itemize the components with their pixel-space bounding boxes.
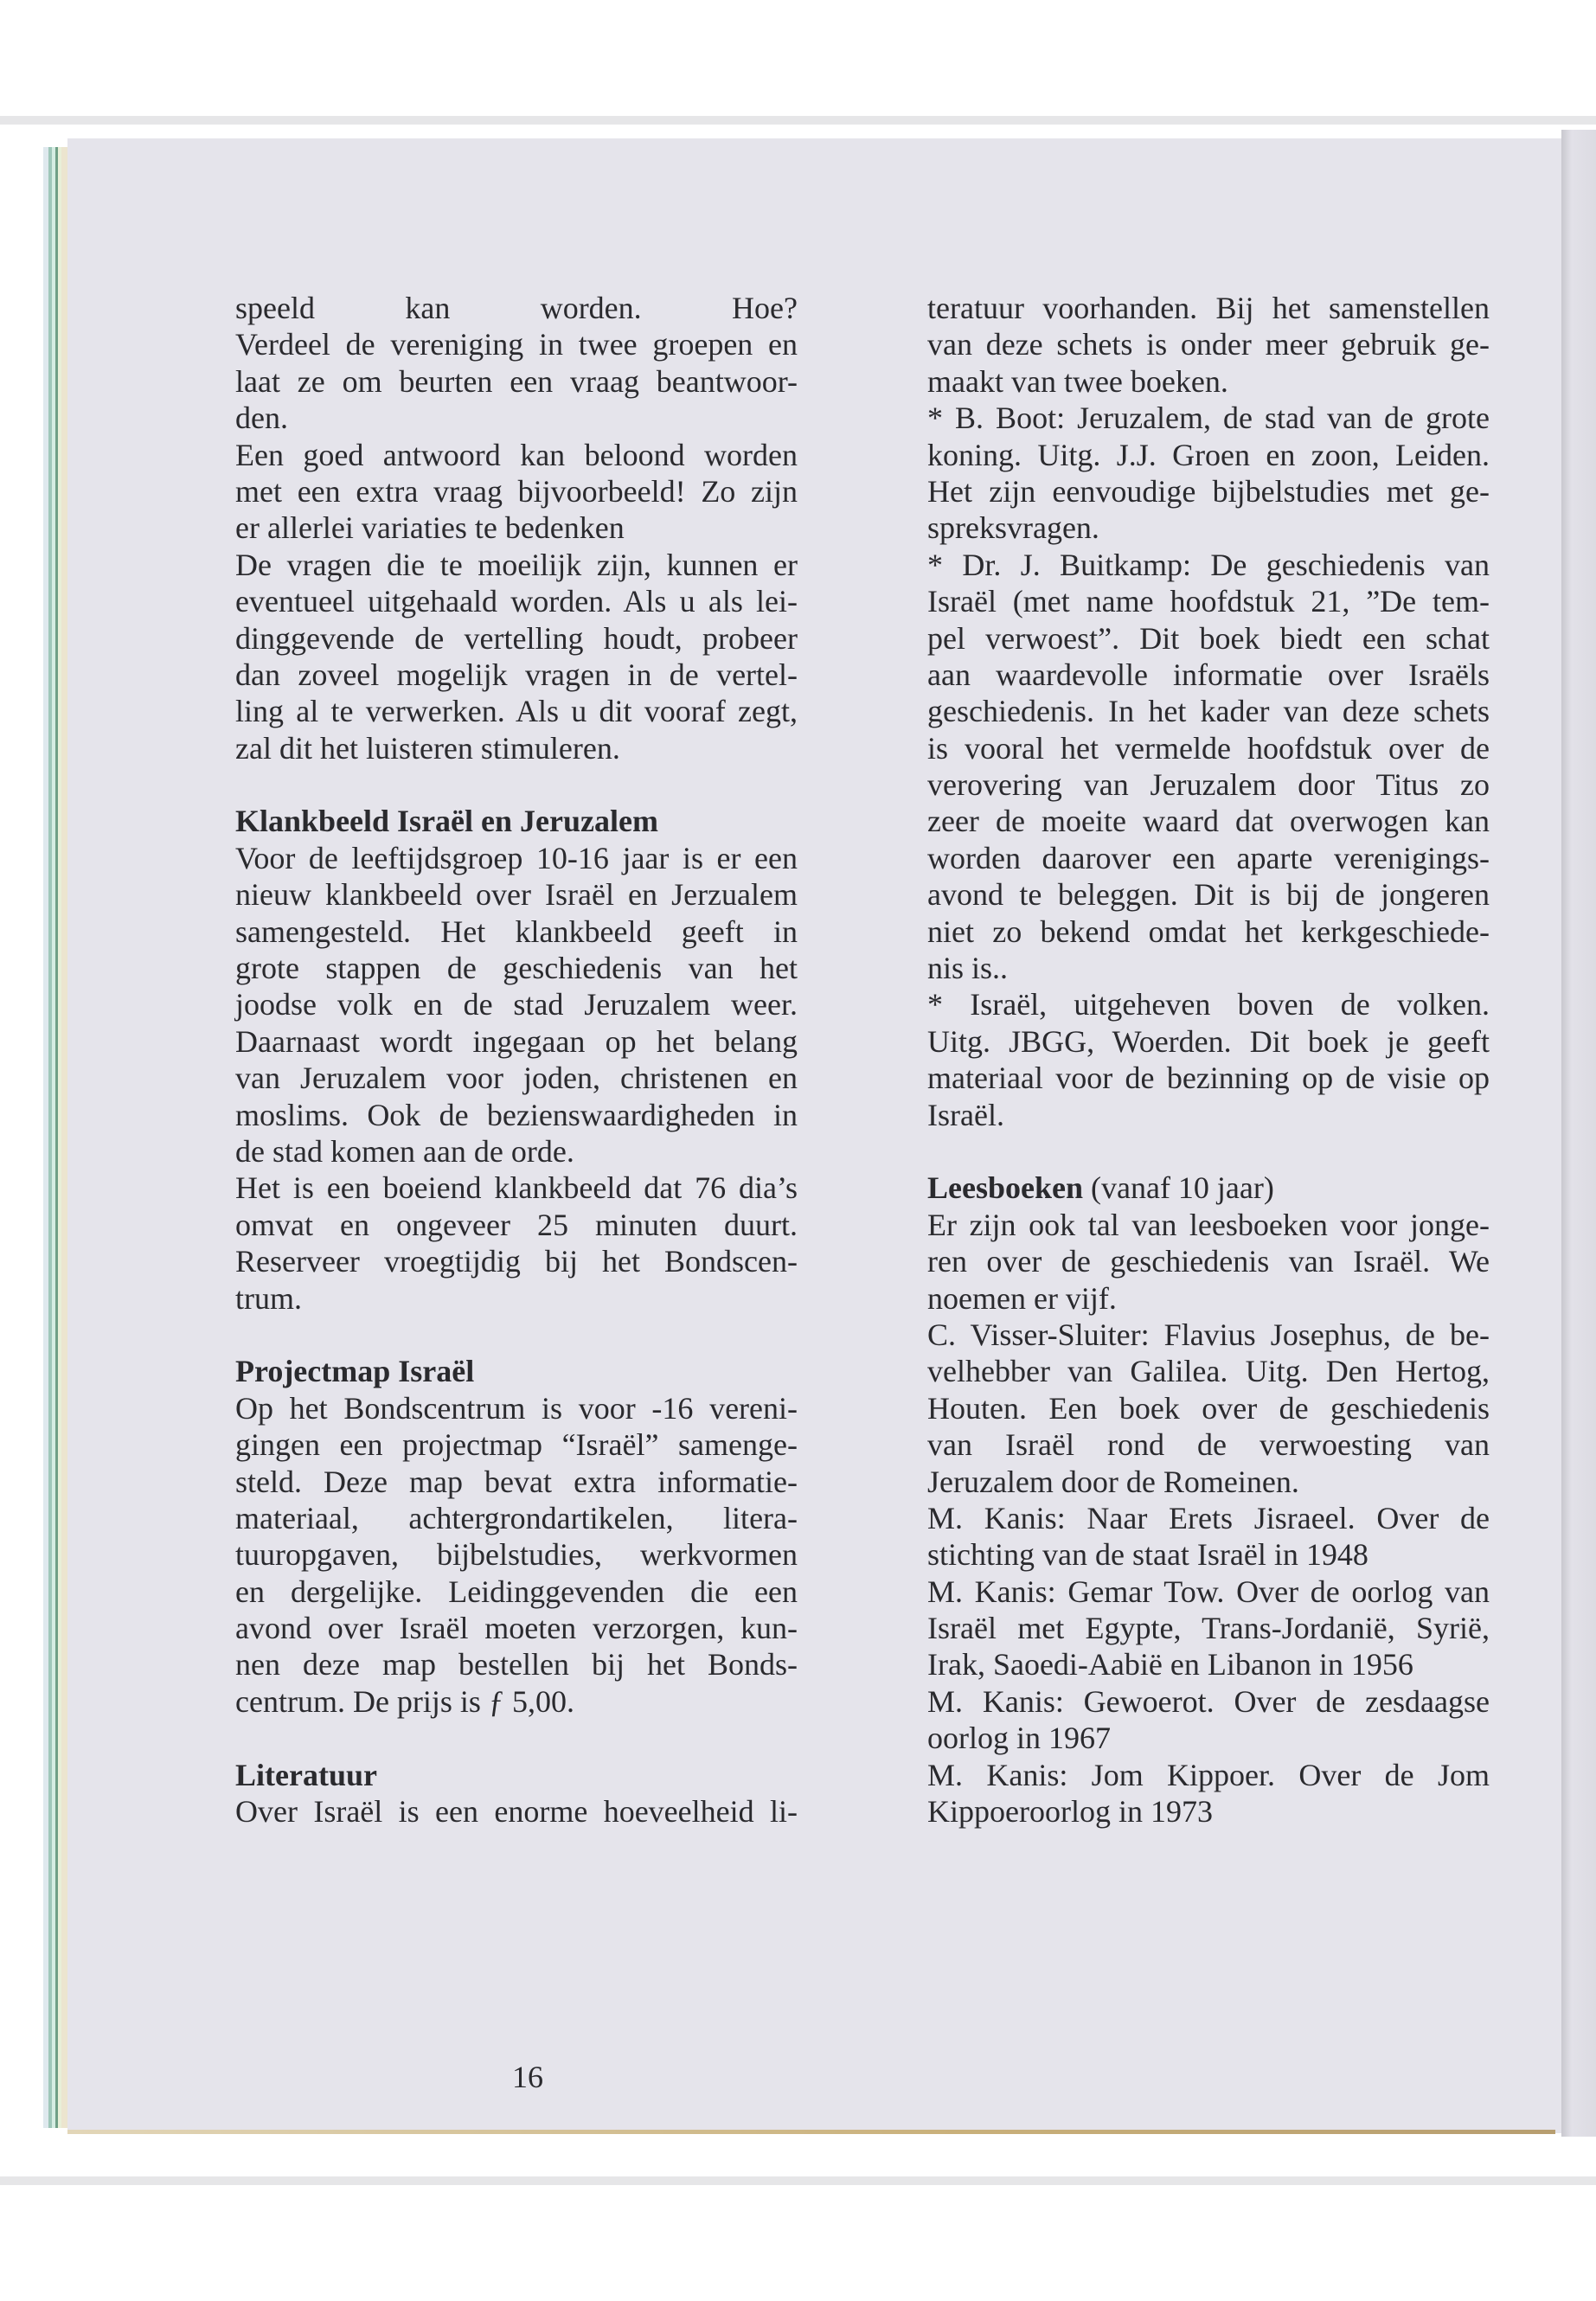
text-line: moslims. Ook de bezienswaardigheden in (235, 1097, 798, 1132)
text-line: C. Visser-Sluiter: Flavius Josephus, de be- (927, 1317, 1490, 1352)
text-line: Israël (met name hoofdstuk 21, ”De tem- (927, 584, 1490, 619)
literatuur-continued (927, 290, 1490, 1133)
text-line: geschiedenis. In het kader van deze schets (927, 694, 1490, 729)
text-line: stichting van de staat Israël in 1948 (927, 1537, 1368, 1573)
text-line: maakt van twee boeken. (927, 363, 1228, 399)
text-line: nieuw klankbeeld over Israël en Jerzualem (235, 877, 798, 913)
text-line: Over Israël is een enorme hoeveelheid li- (235, 1794, 798, 1830)
text-line: Kippoeroorlog in 1973 (927, 1794, 1213, 1830)
text-line: pel verwoest”. Dit boek biedt een schat (927, 620, 1490, 656)
text-line: de stad komen aan de orde. (235, 1133, 574, 1169)
text-line: van Jeruzalem voor joden, christenen en (235, 1061, 798, 1096)
text-line: Het zijn eenvoudige bijbelstudies met ge- (927, 473, 1490, 509)
text-line: spreksvragen. (927, 510, 1099, 546)
section-klankbeeld (235, 803, 798, 1316)
text-line: M. Kanis: Gemar Tow. Over de oorlog van (927, 1574, 1490, 1609)
text-line: Daarnaast wordt ingegaan op het belang (235, 1023, 798, 1059)
scan-border-top (0, 116, 1596, 125)
text-line: Reserveer vroegtijdig bij het Bondscen- (235, 1244, 798, 1279)
section-heading: Projectmap Israël (235, 1354, 475, 1389)
text-line: Verdeel de vereniging in twee groepen en (235, 327, 798, 362)
text-line: samengesteld. Het klankbeeld geeft in (235, 913, 798, 949)
text-line: den. (235, 401, 288, 436)
section-heading: Literatuur (235, 1757, 377, 1792)
text-line: centrum. De prijs is ƒ 5,00. (235, 1683, 574, 1719)
left-column (235, 290, 798, 1830)
text-line: avond te beleggen. Dit is bij de jongeren (927, 877, 1490, 913)
text-line: * Israël, uitgeheven boven de volken. (927, 987, 1490, 1022)
text-line: koning. Uitg. J.J. Groen en zoon, Leiden. (927, 437, 1490, 472)
text-line: grote stappen de geschiedenis van het (235, 951, 798, 986)
text-line: De vragen die te moeilijk zijn, kunnen er (235, 547, 798, 582)
text-line: ling al te verwerken. Als u dit vooraf zegt, (235, 694, 798, 729)
text-line: materiaal, achtergrondartikelen, litera- (235, 1500, 798, 1535)
intro-paragraph (235, 290, 798, 766)
text-line: materiaal voor de bezinning op de visie op (927, 1061, 1490, 1096)
text-line: Irak, Saoedi-Aabië en Libanon in 1956 (927, 1647, 1413, 1682)
section-heading: Klankbeeld Israël en Jeruzalem (235, 804, 658, 839)
text-line: M. Kanis: Gewoerot. Over de zesdaagse (927, 1683, 1490, 1719)
section-projectmap (235, 1353, 798, 1720)
text-line: Er zijn ook tal van leesboeken voor jonge- (927, 1207, 1490, 1242)
text-line: zal dit het luisteren stimuleren. (235, 730, 620, 766)
text-line: verovering van Jeruzalem door Titus zo (927, 767, 1490, 803)
text-line: Een goed antwoord kan beloond worden (235, 437, 798, 472)
text-line: velhebber van Galilea. Uitg. Den Hertog, (927, 1354, 1490, 1389)
section-heading (927, 1170, 1490, 1206)
text-line: is vooral het vermelde hoofdstuk over de (927, 730, 1490, 766)
text-line: Israël. (927, 1097, 1004, 1132)
text-line: speeld kan worden. Hoe? (235, 291, 798, 325)
text-line: en dergelijke. Leidinggevenden die een (235, 1574, 798, 1609)
text-line: Jeruzalem door de Romeinen. (927, 1464, 1299, 1499)
right-column (927, 290, 1490, 1830)
section-leesboeken (927, 1170, 1490, 1830)
text-line: oorlog in 1967 (927, 1721, 1111, 1756)
facing-page-edge (1561, 130, 1596, 2137)
text-line: eventueel uitgehaald worden. Als u als lei- (235, 584, 798, 619)
text-line: er allerlei variaties te bedenken (235, 510, 625, 546)
text-line: Het is een boeiend klankbeeld dat 76 dia’s (235, 1170, 798, 1206)
text-line: trum. (235, 1280, 302, 1316)
text-line: steld. Deze map bevat extra informatie- (235, 1464, 798, 1499)
text-line: tuuropgaven, bijbelstudies, werkvormen (235, 1537, 798, 1573)
page-bottom-edge (67, 2130, 1555, 2134)
text-line: dinggevende de vertelling houdt, probeer (235, 620, 798, 656)
text-line: dan zoveel mogelijk vragen in de vertel- (235, 657, 798, 692)
section-heading-title: Leesboeken (927, 1170, 1083, 1206)
text-line: * B. Boot: Jeruzalem, de stad van de grote (927, 401, 1490, 436)
page-edge-stripe (61, 147, 67, 2128)
text-line: worden daarover een aparte verenigings- (927, 840, 1490, 875)
text-line: laat ze om beurten een vraag beantwoor- (235, 363, 798, 399)
text-line: Houten. Een boek over de geschiedenis (927, 1390, 1490, 1426)
text-line: joodse volk en de stad Jeruzalem weer. (235, 987, 798, 1022)
text-line: Voor de leeftijdsgroep 10-16 jaar is er een (235, 840, 798, 875)
page-number: 16 (512, 2060, 543, 2094)
text-line: nen deze map bestellen bij het Bonds- (235, 1647, 798, 1682)
scan-border-bottom (0, 2176, 1596, 2185)
text-line: aan waardevolle informatie over Israëls (927, 657, 1490, 692)
text-line: zeer de moeite waard dat overwogen kan (927, 804, 1490, 839)
text-line: van deze schets is onder meer gebruik ge- (927, 327, 1490, 362)
text-line: noemen er vijf. (927, 1280, 1117, 1316)
text-line: gingen een projectmap “Israël” samenge- (235, 1427, 798, 1463)
text-line: Israël met Egypte, Trans-Jordanië, Syrië, (927, 1611, 1490, 1646)
text-line: M. Kanis: Naar Erets Jisraeel. Over de (927, 1500, 1490, 1535)
section-literatuur (235, 1757, 798, 1830)
text-line: niet zo bekend omdat het kerkgeschiede- (927, 913, 1490, 949)
text-line: omvat en ongeveer 25 minuten duurt. (235, 1207, 798, 1242)
text-line: Op het Bondscentrum is voor -16 vereni- (235, 1390, 798, 1426)
text-line: van Israël rond de verwoesting van (927, 1427, 1490, 1463)
text-line: met een extra vraag bijvoorbeeld! Zo zijn (235, 473, 798, 509)
text-line: ren over de geschiedenis van Israël. We (927, 1244, 1490, 1279)
section-heading-suffix: (vanaf 10 jaar) (1083, 1170, 1274, 1206)
text-line: Uitg. JBGG, Woerden. Dit boek je geeft (927, 1023, 1490, 1059)
text-line: * Dr. J. Buitkamp: De geschiedenis van (927, 547, 1490, 582)
text-line: nis is.. (927, 951, 1009, 986)
text-line: teratuur voorhanden. Bij het samenstellen (927, 291, 1490, 325)
text-line: avond over Israël moeten verzorgen, kun- (235, 1611, 798, 1646)
text-line: M. Kanis: Jom Kippoer. Over de Jom (927, 1757, 1490, 1792)
